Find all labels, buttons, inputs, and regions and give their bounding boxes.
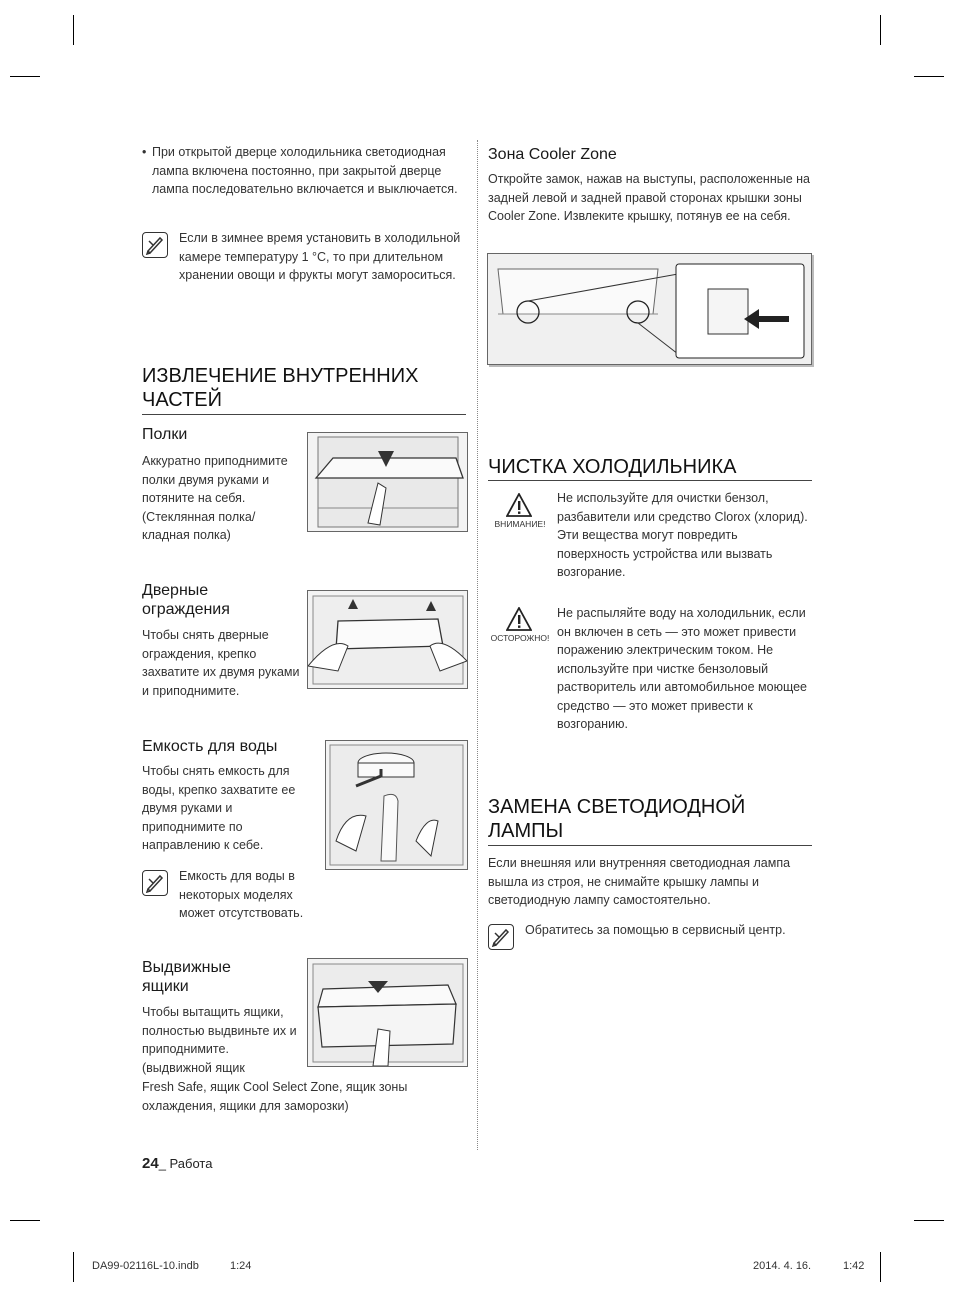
water-tank-text: Чтобы снять емкость для воды, крепко захватите ее двумя руками и приподнимите по направлению к себе. (142, 764, 296, 852)
cooler-zone-text: Откройте замок, нажав на выступы, расположенные на задней левой и задней правой сторонах крышки зоны Cooler Zone. Извлеките крышку, потянув ее на себя. (488, 172, 810, 223)
crop-mark (73, 15, 74, 45)
shelves-title: Полки (142, 426, 188, 443)
shelves-text: Аккуратно приподнимите полки двумя руками и потяните на себя. (Стеклянная полка/ кладная полка) (142, 454, 288, 542)
cooler-zone-illustration (487, 253, 812, 365)
water-tank-note: Емкость для воды в некоторых моделях может отсутствовать. (179, 869, 304, 920)
crop-mark (880, 1252, 881, 1282)
door-guards-title: Дверные ограждения (142, 582, 230, 618)
cooler-zone-title: Зона Cooler Zone (488, 146, 617, 163)
page-number (142, 1155, 212, 1172)
section-title-cleaning: ЧИСТКА ХОЛОДИЛЬНИКА (488, 455, 812, 481)
note-text: Если в зимнее время установить в холодильной камере температуру 1 °C, то при длительном хранении овощи и фрукты могут замороситься. (179, 231, 461, 282)
note-icon (142, 870, 168, 896)
crop-mark (880, 15, 881, 45)
section-title-removal: ИЗВЛЕЧЕНИЕ ВНУТРЕННИХ ЧАСТЕЙ (142, 364, 466, 415)
bullet-item: • При открытой дверце холодильника светодиодная лампа включена постоянно, при закрытой дверце лампа последовательно включается и выключается. (142, 143, 462, 199)
shelves-illustration (307, 432, 468, 532)
column-divider (477, 140, 478, 1150)
drawers-text-long: Fresh Safe, ящик Cool Select Zone, ящик зоны охлаждения, ящики для заморозки) (142, 1080, 408, 1113)
warning-text-1: Не используйте для очистки бензол, разбавители или средство Clorox (хлорид). Эти вещества могут повредить поверхность устройства или вызвать возгорание. (557, 491, 808, 579)
note-icon (488, 924, 514, 950)
warning-text-2: Не распыляйте воду на холодильник, если он включен в сеть — это может привести поражению электрическим током. Не используйте при чистке бензоловый растворитель или автомобильное моющее средство — это может привести к возгоранию. (557, 606, 807, 731)
footer-date: 2014. 4. 16. (753, 1260, 812, 1272)
page-number-value: 24 (142, 1155, 159, 1172)
section-title-led: ЗАМЕНА СВЕТОДИОДНОЙ ЛАМПЫ (488, 795, 812, 846)
note-icon (142, 232, 168, 258)
led-note: Обратитесь за помощью в сервисный центр. (525, 923, 786, 937)
door-guards-text: Чтобы снять дверные ограждения, крепко захватите их двумя руками и приподнимите. (142, 628, 300, 698)
crop-mark (914, 76, 944, 77)
bullet-text: При открытой дверце холодильника светодиодная лампа включена постоянно, при закрытой дверце лампа последовательно включается и выключается. (152, 145, 458, 196)
crop-mark (10, 76, 40, 77)
drawers-illustration (307, 958, 468, 1067)
door-guards-illustration (307, 590, 468, 689)
drawers-title: Выдвижные ящики (142, 959, 231, 995)
led-text: Если внешняя или внутренняя светодиодная лампа вышла из строя, не снимайте крышку лампы и светодиодную лампу самостоятельно. (488, 856, 791, 907)
warning-triangle-icon (506, 607, 532, 631)
crop-mark (10, 1220, 40, 1221)
water-tank-illustration (325, 740, 468, 870)
warning-triangle-icon (506, 493, 532, 517)
crop-mark (914, 1220, 944, 1221)
warning-label-attention: ВНИМАНИЕ! (494, 519, 546, 529)
footer-page: 1:24 (230, 1260, 252, 1272)
footer-file: DA99-02116L-10.indb (92, 1260, 199, 1272)
drawers-text-short: Чтобы вытащить ящики, полностью выдвиньте их и приподнимите. (выдвижной ящик (142, 1005, 297, 1075)
crop-mark (73, 1252, 74, 1282)
page-label: _ Работа (158, 1156, 213, 1171)
warning-label-caution: ОСТОРОЖНО! (490, 633, 550, 643)
water-tank-title: Емкость для воды (142, 738, 278, 755)
footer-time: 1:42 (843, 1260, 865, 1272)
